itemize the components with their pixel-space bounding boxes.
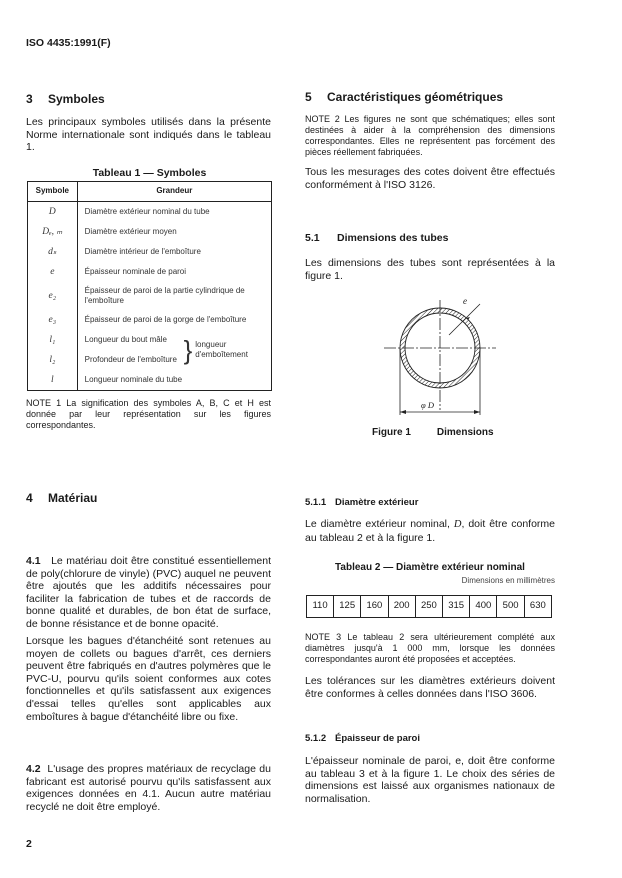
symbol-cell: e₂ — [28, 282, 78, 310]
clause-text: Le matériau doit être constitué essentiellement de poly(chlorure de vinyle) (PVC) auquel ne peuvent être ajoutés que les additifs nécessaires pour faciliter la fabrication de tubes et de raccords de bonne qualité et durables, de bon état de surface, de bonne résistance et de bonne opacité. — [26, 555, 271, 630]
dim-arrow-right — [474, 410, 480, 414]
quantity-cell: Épaisseur nominale de paroi — [84, 267, 187, 276]
section-3-intro: Les principaux symboles utilisés dans la présente Norme internationale sont indiqués dans le tableau 1. — [26, 116, 271, 154]
section-5-1-text: Les dimensions des tubes sont représentées à la figure 1. — [305, 257, 555, 282]
dim-arrow-left — [400, 410, 406, 414]
text-part: Le diamètre extérieur nominal, — [305, 518, 454, 530]
symbol-cell: Dₑ, ₘ — [28, 222, 78, 242]
measurement-paragraph: Tous les mesurages des cotes doivent être effectués conformément à l'ISO 3126. — [305, 166, 555, 191]
section-title: Symboles — [48, 92, 105, 106]
clause-4-1 — [26, 555, 271, 631]
diameter-cell: 315 — [443, 596, 470, 618]
table-2-units: Dimensions en millimètres — [461, 576, 555, 585]
table-row — [28, 310, 272, 330]
section-4-heading — [26, 492, 271, 505]
clause-4-1-paragraph-2: Lorsque les bagues d'étanchéité sont retenues au moyen de collets ou bagues d'arrêt, ces derniers peuvent être fabriqués en d'autres polymères que le PVC-U, pourvu qu'ils soient conformes aux cotes fonctionnelles et qu'ils satisfassent aux exigences d'essai telles qu'elles sont applicables aux emboîtures à bague d'étanchéité libre ou fixe. — [26, 635, 271, 723]
figure-number: Figure 1 — [372, 427, 411, 438]
quantity-cell: Épaisseur de paroi de la gorge de l'emboîture — [84, 315, 247, 324]
text-part: , doit être conforme au tableau 2 et à la figure 1. — [305, 518, 555, 544]
figure-1-caption — [372, 427, 494, 440]
section-5-1-2-text: L'épaisseur nominale de paroi, e, doit être conforme au tableau 3 et à la figure 1. Le choix des séries de dimensions est laissé aux organismes nationaux de normalisation. — [305, 755, 555, 805]
section-number: 5.1.1 — [305, 497, 327, 508]
table-row — [28, 222, 272, 242]
figure-title: Dimensions — [436, 427, 494, 438]
column-header-quantity: Grandeur — [77, 182, 271, 202]
table-header-row — [28, 182, 272, 202]
section-5-1-2-heading — [305, 733, 555, 746]
quantity-cell: Longueur du bout mâle — [84, 335, 167, 344]
symbol-D: D — [453, 519, 462, 530]
page-number: 2 — [26, 838, 32, 850]
section-title: Caractéristiques géométriques — [327, 90, 504, 104]
diameter-cell: 500 — [497, 596, 524, 618]
figure-label-diameter: φ D — [421, 400, 434, 410]
section-title: Épaisseur de paroi — [335, 733, 421, 744]
clause-number: 4.1 — [26, 555, 41, 567]
figure-1-tube-cross-section — [380, 298, 500, 418]
brace-label: longueur d'emboîtement — [195, 340, 248, 359]
symbol-cell: dₛ — [28, 242, 78, 262]
section-number: 5.1 — [305, 232, 320, 244]
quantity-cell: Longueur nominale du tube — [84, 375, 183, 384]
section-number: 3 — [26, 92, 33, 106]
section-5-1-1-heading — [305, 497, 555, 510]
symbol-cell: l₂ — [28, 350, 78, 370]
section-number: 4 — [26, 491, 33, 505]
section-title: Diamètre extérieur — [335, 497, 419, 508]
brace-group — [85, 330, 267, 370]
note-3: NOTE 3 Le tableau 2 sera ultérieurement complété aux diamètres jusqu'à 1 000 mm, lorsque les données correspondantes auront été proposées et acceptées. — [305, 632, 555, 664]
clause-4-2 — [26, 763, 271, 813]
diameter-cell: 250 — [415, 596, 442, 618]
table-row — [28, 202, 272, 223]
diameter-cell: 110 — [307, 596, 334, 618]
diameter-cell: 125 — [334, 596, 361, 618]
symbol-cell: l — [28, 370, 78, 391]
symbol-cell: e — [28, 262, 78, 282]
quantity-cell: Épaisseur de paroi de la partie cylindrique de l'emboîture — [84, 286, 245, 305]
table-row — [28, 282, 272, 310]
symbol-cell: D — [28, 202, 78, 223]
table-row — [28, 370, 272, 391]
quantity-cell: Diamètre intérieur de l'emboîture — [84, 247, 201, 256]
symbol-cell: e₃ — [28, 310, 78, 330]
column-header-symbol: Symbole — [28, 182, 78, 202]
table-row — [28, 262, 272, 282]
brace-items — [85, 330, 181, 370]
symbol-cell: l₁ — [28, 330, 78, 350]
diameter-cell: 160 — [361, 596, 388, 618]
diameter-cell: 400 — [470, 596, 497, 618]
brace-group-cell — [77, 330, 271, 370]
quantity-cell: Diamètre extérieur nominal du tube — [84, 207, 210, 216]
quantity-cell: Diamètre extérieur moyen — [84, 227, 177, 236]
section-5-heading — [305, 91, 555, 104]
section-5-1-heading — [305, 232, 555, 245]
note-1: NOTE 1 La signification des symboles A, B, C et H est donnée par leur représentation sur les figures correspondantes. — [26, 398, 271, 430]
table-1-caption: Tableau 1 — Symboles — [92, 167, 207, 179]
note-2: NOTE 2 Les figures ne sont que schématiques; elles sont destinées à aider à la compréhension des dimensions correspondantes. Elles ne représentent pas forcément des pièces réellement fabriquées. — [305, 114, 555, 157]
section-5-1-1-text — [305, 518, 555, 544]
table-2-caption: Tableau 2 — Diamètre extérieur nominal — [335, 562, 525, 573]
section-number: 5 — [305, 90, 312, 104]
section-number: 5.1.2 — [305, 733, 327, 744]
section-title: Dimensions des tubes — [337, 232, 449, 244]
tolerances-paragraph: Les tolérances sur les diamètres extérieurs doivent être conformes à celles données dans l'ISO 3606. — [305, 675, 555, 700]
figure-label-e: e — [463, 296, 467, 306]
section-3-heading — [26, 93, 271, 106]
brace-icon: } — [183, 335, 193, 365]
document-id: ISO 4435:1991(F) — [26, 37, 111, 49]
symbols-table — [27, 181, 272, 391]
diameter-table — [306, 595, 552, 618]
quantity-cell: Profondeur de l'emboîture — [84, 355, 177, 364]
table-row — [28, 242, 272, 262]
table-row — [28, 330, 272, 350]
clause-text: L'usage des propres matériaux de recyclage du fabricant est autorisé pourvu qu'ils satisfassent aux exigences données en 4.1. Aucun autre matériau recyclé ne doit être employé. — [26, 763, 271, 813]
clause-number: 4.2 — [26, 763, 41, 775]
diameter-cell: 630 — [524, 596, 551, 618]
diameter-cell: 200 — [388, 596, 415, 618]
table-row — [307, 596, 552, 618]
section-title: Matériau — [48, 491, 98, 505]
